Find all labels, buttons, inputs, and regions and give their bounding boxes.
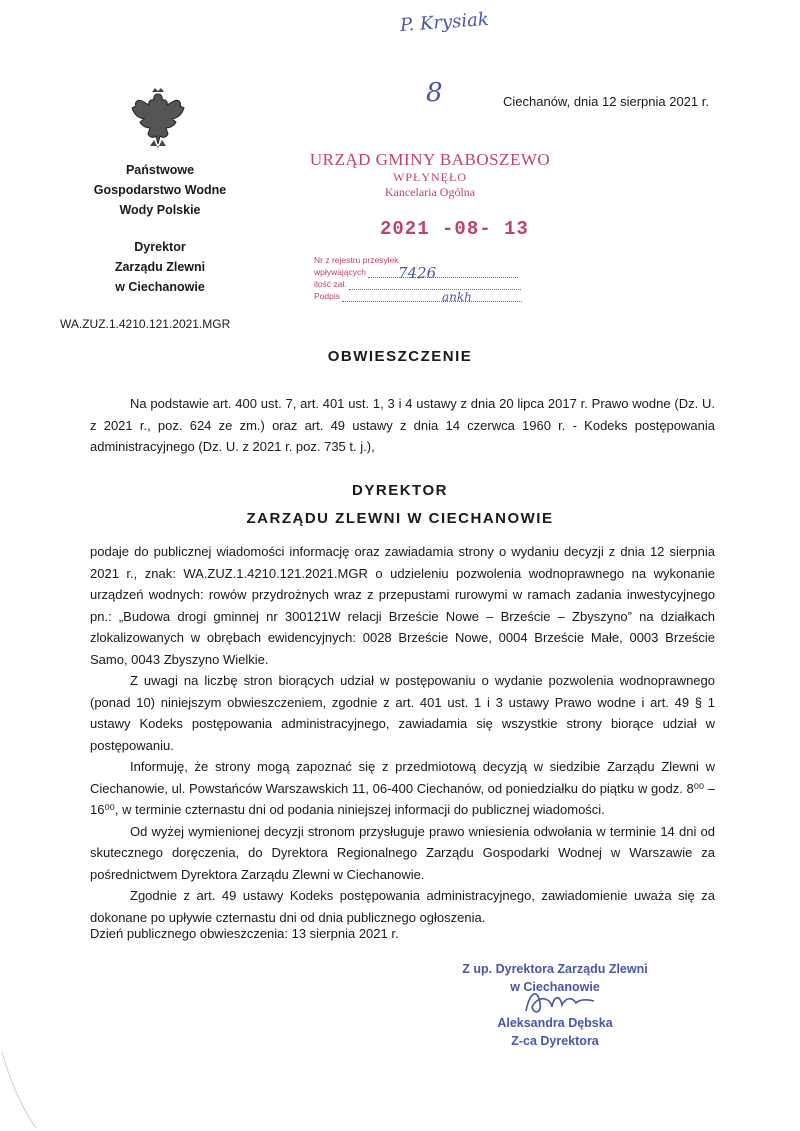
unit-line: w Ciechanowie (115, 280, 205, 294)
register-number: 7426 (397, 264, 437, 282)
unit-line: Zarządu Zlewni (114, 260, 206, 274)
body-paragraph: Od wyżej wymienionej decyzji stronom przysługuje prawo wniesienia odwołania w terminie 14 dni od skutecznego doręczenia, do Dyrektora Regionalnego Zarządu Gospodarki Wodnej w Warszawie za pośrednictwem Dyrektora Zarządu Zlewni w Ciechanowie. (90, 823, 715, 882)
authority-heading: DYREKTOR (352, 482, 448, 499)
stamp-date: 2021 -08- 13 (380, 218, 529, 240)
case-reference: WA.ZUZ.1.4210.121.2021.MGR (60, 317, 231, 331)
reg-dots (368, 264, 518, 282)
org-line: Wody Polskie (119, 203, 201, 217)
reg-label: ilość zał. (314, 279, 347, 289)
stamp-department: Kancelaria Ogólna (384, 185, 476, 199)
signature-line: Z up. Dyrektora Zarządu Zlewni (462, 962, 648, 976)
sender-unit (70, 237, 250, 297)
scan-edge-mark-icon (0, 1050, 60, 1130)
reg-dots (342, 291, 522, 302)
place-date: Ciechanów, dnia 12 sierpnia 2021 r. (503, 94, 709, 109)
signature-line: Aleksandra Dębska (497, 1016, 613, 1030)
polish-eagle-emblem-icon (128, 88, 188, 154)
unit-line: Dyrektor (134, 240, 186, 254)
handwritten-note-top: P. Krysiak (399, 8, 490, 37)
body-paragraph: Z uwagi na liczbę stron biorących udział w postępowaniu o wydanie pozwolenia wodnoprawnego (ponad 10) niniejszym obwieszczeniem, zgodnie z art. 401 ust. 1 i 3 ustawy Prawo wodne i art. 49 § 1 ustawy Kodeks postępowania administracyjnego, zawiadamia się wszystkie strony biorące udział w postępowaniu. (90, 673, 715, 753)
reg-label: Nr z rejestru przesyłek (314, 255, 399, 265)
stamp-register-block (314, 254, 522, 302)
authority-subheading: ZARZĄDU ZLEWNI W CIECHANOWIE (246, 510, 554, 527)
document-title: OBWIESZCZENIE (327, 348, 473, 365)
body-paragraph: Zgodnie z art. 49 ustawy Kodeks postępowania administracyjnego, zawiadomienie uważa się za dokonane po upływie czternastu dni od dnia publicznego ogłoszenia. (90, 888, 715, 925)
publication-date: Dzień publicznego obwieszczenia: 13 sierpnia 2021 r. (90, 926, 399, 941)
stamp-received: WPŁYNĘŁO (393, 170, 467, 184)
signature-line: w Ciechanowie (510, 980, 600, 994)
legal-basis-paragraph: Na podstawie art. 400 ust. 7, art. 401 ust. 1, 3 i 4 ustawy z dnia 20 lipca 2017 r. Prawo wodne (Dz. U. z 2021 r., poz. 624 ze zm.) oraz art. 49 ustawy z dnia 14 czerwca 1960 r. - Kodeks postępowania administracyjnego (Dz. U. z 2021 r. poz. 735 t. j.), (90, 396, 715, 454)
body-paragraph: Informuję, że strony mogą zapoznać się z przedmiotową decyzją w siedzibie Zarządu Zlewni w Ciechanowie, ul. Powstańców Warszawskich 11, 06-400 Ciechanów, od poniedziałku do piątku w godz. 8⁰⁰ – 16⁰⁰, w terminie czternastu dni od podania niniejszej informacji do publicznej wiadomości. (90, 759, 715, 817)
document-body (90, 541, 715, 928)
handwritten-mark: 8 (426, 78, 443, 108)
sender-organization (70, 160, 250, 220)
org-line: Państwowe (125, 163, 195, 177)
stamp-office: URZĄD GMINY BABOSZEWO (309, 150, 551, 169)
signature-line: Z-ca Dyrektora (511, 1034, 599, 1048)
reg-label: wpływających (314, 267, 366, 277)
org-line: Gospodarstwo Wodne (93, 183, 227, 197)
reg-label: Podpis (314, 291, 340, 301)
body-paragraph: podaje do publicznej wiadomości informację oraz zawiadamia strony o wydaniu decyzji z dnia 12 sierpnia 2021 r., znak: WA.ZUZ.1.4210.121.2021.MGR o udzieleniu pozwolenia wodnoprawnego na wykonanie urządzeń wodnych: rowów przydrożnych wraz z przepustami rurowymi w ramach zadania inwestycyjnego pn.: „Budowa drogi gminnej nr 300121W relacji Brzeście Nowe – Brzeście – Zbyszyno” na działkach zlokalizowanych w obrębach ewidencyjnych: 0028 Brzeście Nowe, 0004 Brzeście Małe, 0003 Brzeście Samo, 0043 Zbyszyno Wielkie. (90, 544, 715, 667)
reg-dots (349, 279, 521, 290)
handwritten-signature-icon (520, 985, 600, 1019)
receipt-stamp (300, 150, 560, 200)
register-sign: ankh (442, 290, 472, 304)
